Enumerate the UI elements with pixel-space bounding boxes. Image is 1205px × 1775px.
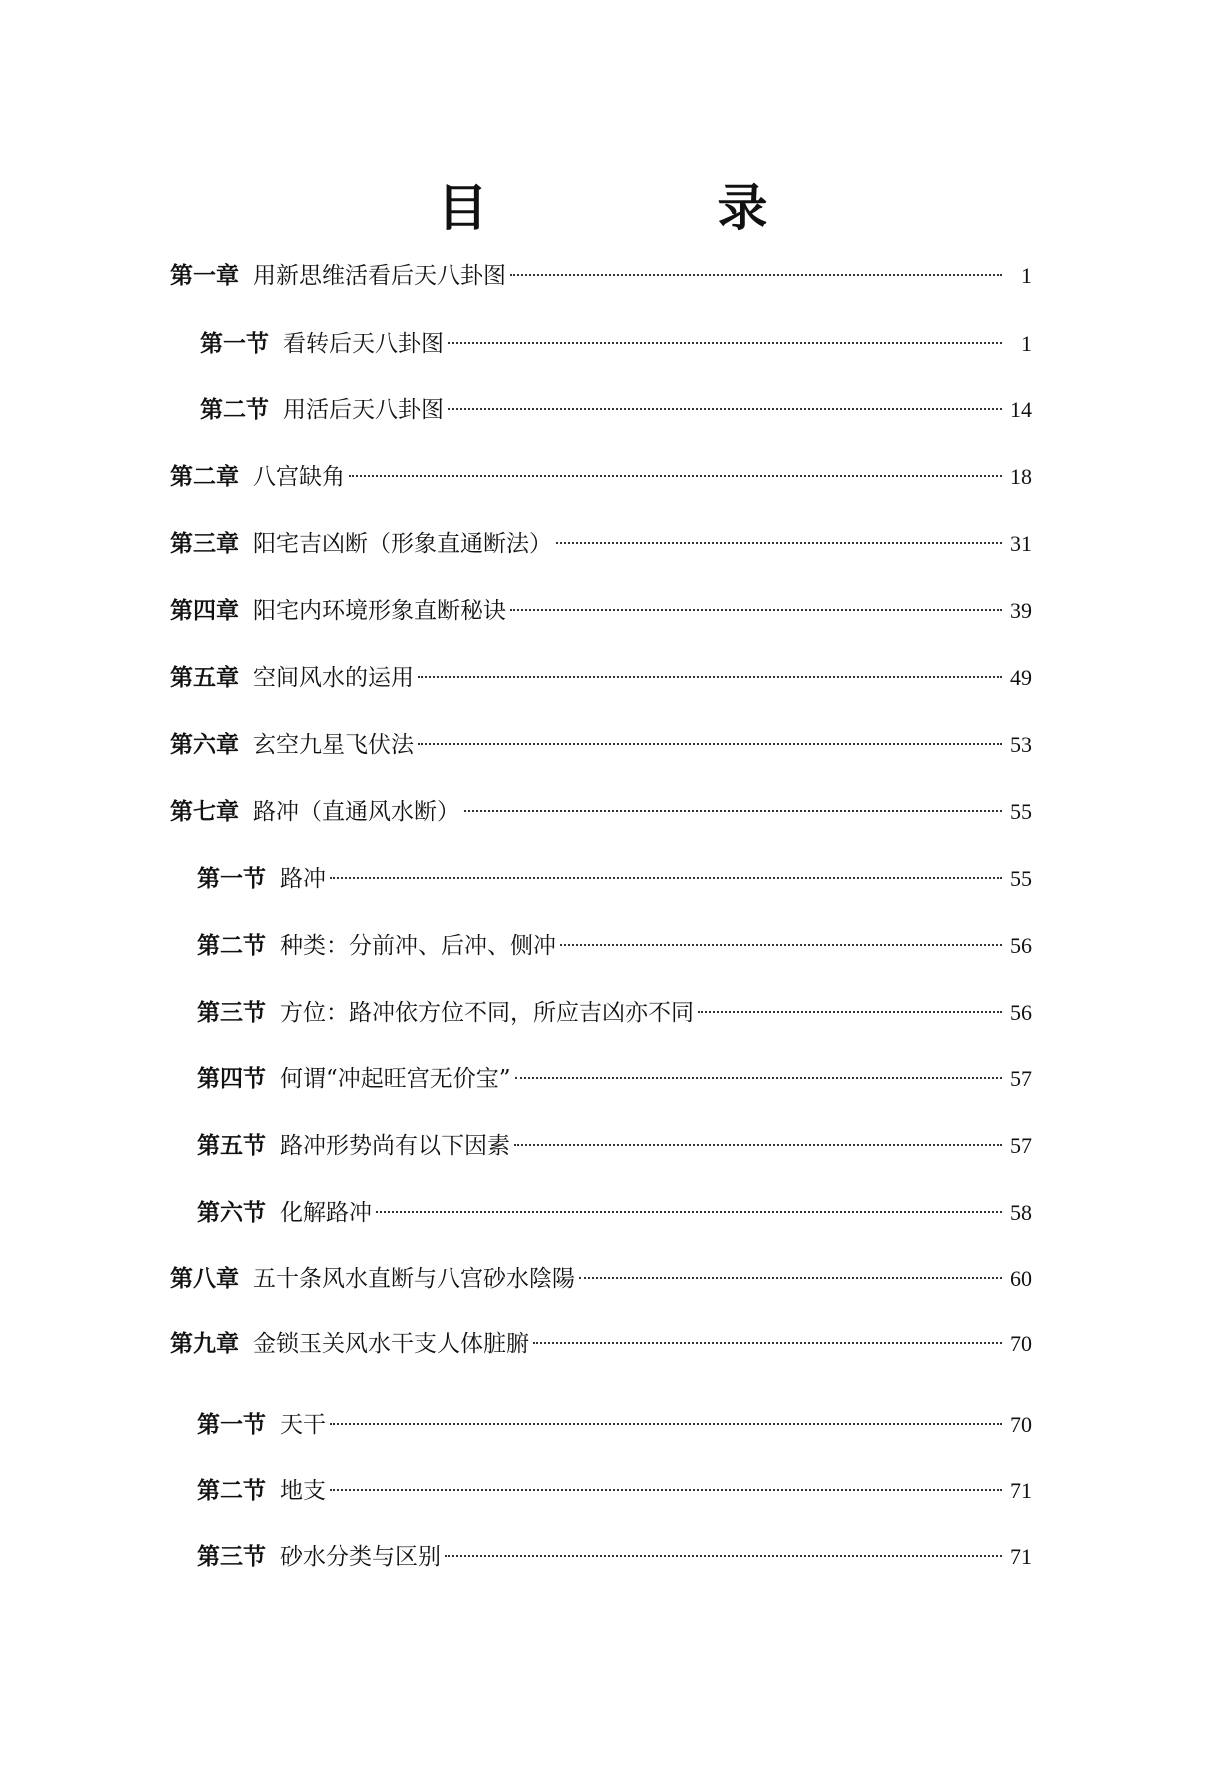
toc-chapter-5[interactable]: [170, 661, 1032, 695]
entry-title: 路冲（直通风水断）: [253, 799, 460, 825]
page-number: 39: [1010, 598, 1032, 623]
entry-label: 第六章: [170, 731, 239, 758]
toc-chapter-2[interactable]: [170, 460, 1032, 494]
page-number: 57: [1010, 1133, 1032, 1158]
entry-title: 阳宅内环境形象直断秘诀: [253, 598, 506, 624]
entry-label: 第五章: [170, 664, 239, 691]
entry-title: 方位：路冲依方位不同，所应吉凶亦不同: [280, 1000, 694, 1026]
entry-label: 第一节: [197, 865, 266, 892]
page-number: 71: [1010, 1544, 1032, 1569]
toc-section-7-2[interactable]: [197, 929, 1032, 963]
dot-leader: [510, 274, 1002, 276]
entry-title: 阳宅吉凶断（形象直通断法）: [253, 531, 552, 557]
entry-title: 天干: [280, 1412, 326, 1438]
toc-section-7-6[interactable]: [197, 1196, 1032, 1230]
page-number: 49: [1010, 665, 1032, 690]
entry-label: 第三章: [170, 530, 239, 557]
page-number: 14: [1010, 397, 1032, 422]
page-number: 57: [1010, 1066, 1032, 1091]
toc-chapter-6[interactable]: [170, 728, 1032, 762]
entry-label: 第三节: [197, 999, 266, 1026]
dot-leader: [330, 877, 1002, 879]
entry-label: 第二节: [200, 396, 269, 423]
toc-section-7-5[interactable]: [197, 1129, 1032, 1163]
page-number: 1: [1021, 263, 1032, 288]
page-number: 60: [1010, 1266, 1032, 1291]
dot-leader: [445, 1555, 1002, 1557]
dot-leader: [418, 676, 1002, 678]
page-number: 18: [1010, 464, 1032, 489]
toc-section-7-3[interactable]: [197, 996, 1032, 1030]
toc-section-1-1[interactable]: [200, 327, 1032, 361]
page-number: 70: [1010, 1331, 1032, 1356]
entry-label: 第九章: [170, 1330, 239, 1357]
entry-label: 第四节: [197, 1065, 266, 1092]
dot-leader: [418, 743, 1002, 745]
page-number: 55: [1010, 799, 1032, 824]
toc-chapter-1[interactable]: [170, 259, 1032, 293]
entry-title: 地支: [280, 1478, 326, 1504]
entry-title: 金锁玉关风水干支人体脏腑: [253, 1331, 529, 1357]
entry-label: 第八章: [170, 1265, 239, 1292]
dot-leader: [464, 810, 1002, 812]
dot-leader: [330, 1489, 1002, 1491]
entry-label: 第一节: [200, 330, 269, 357]
entry-title: 化解路冲: [280, 1200, 372, 1226]
entry-label: 第三节: [197, 1543, 266, 1570]
entry-title: 路冲形势尚有以下因素: [280, 1133, 510, 1159]
entry-label: 第一章: [170, 262, 239, 289]
toc-chapter-3[interactable]: [170, 527, 1032, 561]
toc-section-7-1[interactable]: [197, 862, 1032, 896]
page-number: 56: [1010, 933, 1032, 958]
dot-leader: [448, 408, 1002, 410]
entry-label: 第二章: [170, 463, 239, 490]
entry-title: 玄空九星飞伏法: [253, 732, 414, 758]
dot-leader: [448, 342, 1002, 344]
entry-title: 用活后天八卦图: [283, 397, 444, 423]
entry-label: 第六节: [197, 1199, 266, 1226]
entry-label: 第二节: [197, 1477, 266, 1504]
entry-label: 第五节: [197, 1132, 266, 1159]
page-number: 58: [1010, 1200, 1032, 1225]
page-number: 56: [1010, 1000, 1032, 1025]
entry-title: 八宫缺角: [253, 464, 345, 490]
dot-leader: [376, 1211, 1002, 1213]
entry-title: 空间风水的运用: [253, 665, 414, 691]
dot-leader: [510, 609, 1002, 611]
entry-title: 路冲: [280, 866, 326, 892]
toc-section-9-3[interactable]: [197, 1540, 1032, 1574]
page-number: 70: [1010, 1412, 1032, 1437]
toc-section-9-1[interactable]: [197, 1408, 1032, 1442]
entry-title: 砂水分类与区别: [280, 1544, 441, 1570]
toc-chapter-9[interactable]: [170, 1327, 1032, 1361]
toc-chapter-8[interactable]: [170, 1262, 1032, 1296]
entry-title: 五十条风水直断与八宫砂水陰陽: [253, 1266, 575, 1292]
dot-leader: [330, 1423, 1002, 1425]
entry-title: 看转后天八卦图: [283, 331, 444, 357]
entry-title: 用新思维活看后天八卦图: [253, 263, 506, 289]
page-number: 71: [1010, 1478, 1032, 1503]
entry-label: 第二节: [197, 932, 266, 959]
page-number: 55: [1010, 866, 1032, 891]
dot-leader: [515, 1077, 1002, 1079]
toc-chapter-4[interactable]: [170, 594, 1032, 628]
entry-title: 种类：分前冲、后冲、侧冲: [280, 933, 556, 959]
dot-leader: [579, 1277, 1002, 1279]
toc-chapter-7[interactable]: [170, 795, 1032, 829]
entry-label: 第四章: [170, 597, 239, 624]
dot-leader: [698, 1011, 1002, 1013]
entry-label: 第一节: [197, 1411, 266, 1438]
page-number: 53: [1010, 732, 1032, 757]
dot-leader: [533, 1342, 1002, 1344]
toc-section-7-4[interactable]: [197, 1062, 1032, 1096]
page-number: 31: [1010, 531, 1032, 556]
dot-leader: [514, 1144, 1002, 1146]
dot-leader: [349, 475, 1002, 477]
page-number: 1: [1021, 331, 1032, 356]
entry-label: 第七章: [170, 798, 239, 825]
toc-section-9-2[interactable]: [197, 1474, 1032, 1508]
dot-leader: [556, 542, 1002, 544]
dot-leader: [560, 944, 1002, 946]
entry-title: 何谓“冲起旺宫无价宝”: [280, 1066, 511, 1092]
page-title: 目 录: [437, 178, 858, 237]
toc-section-1-2[interactable]: [200, 393, 1032, 427]
